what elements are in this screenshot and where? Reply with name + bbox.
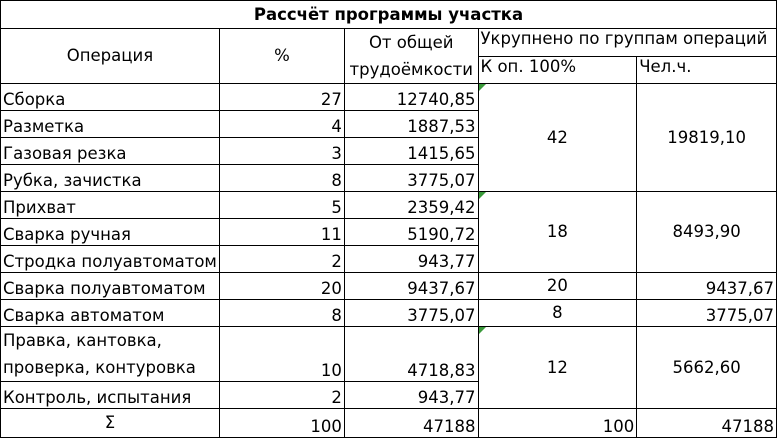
group-man-hours: 3775,07: [637, 300, 777, 327]
table-row: [1, 327, 777, 382]
group-man-hours: 8493,90: [637, 192, 777, 273]
operation-name: Сварка полуавтоматом: [1, 273, 220, 300]
header-man-hours: Чел.ч.: [637, 56, 777, 84]
operation-labor: 9437,67: [344, 273, 478, 300]
header-labor: [344, 29, 478, 84]
table-row: [1, 273, 777, 300]
group-man-hours: 19819,10: [637, 84, 777, 192]
total-k-op: 100: [478, 409, 637, 438]
table-row: [1, 84, 777, 111]
group-k-op: 20: [478, 273, 637, 300]
header-labor-line1: От общей: [368, 33, 454, 52]
operation-percent: 27: [219, 84, 344, 111]
table-title: Рассчёт программы участка: [1, 1, 777, 29]
operation-labor: 1415,65: [344, 138, 478, 165]
operation-name: Сборка: [1, 84, 220, 111]
operation-labor: 12740,85: [344, 84, 478, 111]
operation-name: Газовая резка: [1, 138, 220, 165]
operation-name: Контроль, испытания: [1, 382, 220, 409]
operation-name: Сварка ручная: [1, 219, 220, 246]
operation-percent: 20: [219, 273, 344, 300]
total-symbol: Σ: [1, 409, 220, 438]
header-k-op: К оп. 100%: [478, 56, 637, 84]
header-operation: Операция: [1, 29, 220, 84]
operation-name: Прихват: [1, 192, 220, 219]
table-row: [1, 300, 777, 327]
header-labor-line2: трудоёмкости: [349, 60, 473, 79]
total-percent: 100: [219, 409, 344, 438]
operation-percent: 4: [219, 111, 344, 138]
header-grouped: Укрупнено по группам операций: [478, 29, 777, 57]
operation-name: Сварка автоматом: [1, 300, 220, 327]
operation-name: Разметка: [1, 111, 220, 138]
operation-percent: 2: [219, 246, 344, 273]
operation-labor: 3775,07: [344, 165, 478, 192]
operation-percent: 5: [219, 192, 344, 219]
operation-labor: 2359,42: [344, 192, 478, 219]
group-man-hours: 9437,67: [637, 273, 777, 300]
group-k-op: 42: [478, 84, 637, 192]
operation-labor: 1887,53: [344, 111, 478, 138]
operation-percent: 8: [219, 300, 344, 327]
group-k-op: 8: [478, 300, 637, 327]
table-row: [1, 192, 777, 219]
operation-labor: 943,77: [344, 246, 478, 273]
group-k-op: 18: [478, 192, 637, 273]
header-percent: %: [219, 29, 344, 84]
total-row: [1, 409, 777, 438]
operation-labor: 3775,07: [344, 300, 478, 327]
group-k-op: 12: [478, 327, 637, 409]
group-man-hours: 5662,60: [637, 327, 777, 409]
operation-labor: 943,77: [344, 382, 478, 409]
total-man-hours: 47188: [637, 409, 777, 438]
operation-name: Стродка полуавтоматом: [1, 246, 220, 273]
operation-labor: 4718,83: [344, 327, 478, 382]
operation-labor: 5190,72: [344, 219, 478, 246]
total-labor: 47188: [344, 409, 478, 438]
operation-percent: 11: [219, 219, 344, 246]
operation-percent: 3: [219, 138, 344, 165]
operation-percent: 2: [219, 382, 344, 409]
operation-percent: 10: [219, 327, 344, 382]
operation-percent: 8: [219, 165, 344, 192]
operation-name: Рубка, зачистка: [1, 165, 220, 192]
operation-name: Правка, кантовка, проверка, контуровка: [1, 327, 220, 382]
